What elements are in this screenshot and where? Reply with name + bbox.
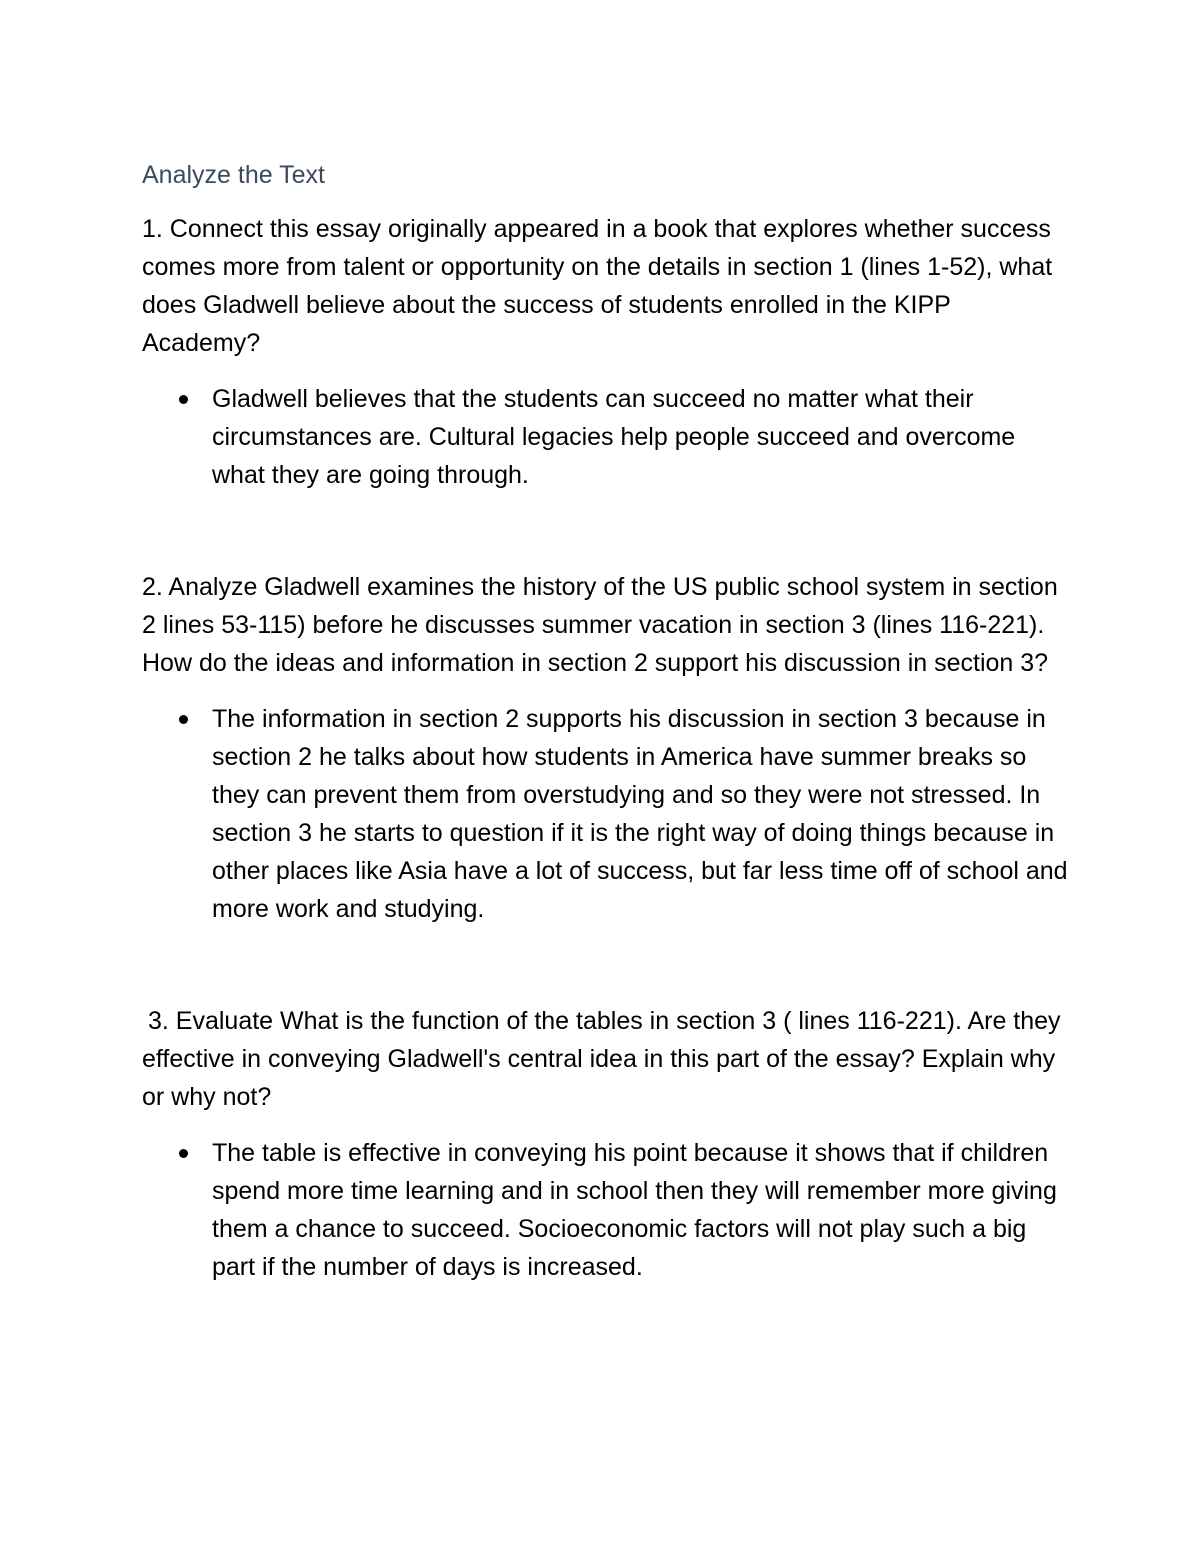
- question-1: 1. Connect this essay originally appeared in a book that explores whether success comes more from talent or opportunity on the details in section 1 (lines 1-52), what does Gladwell believe about the success of students enrolled in the KIPP Academy?: [142, 215, 1053, 357]
- question-3: 3. Evaluate What is the function of the tables in section 3 ( lines 116-221). Are they effective in conveying Gladwell's central idea in this part of the essay? Explain why or why not?: [142, 1007, 1061, 1111]
- question-2: 2. Analyze Gladwell examines the history of the US public school system in section 2 lines 53-115) before he discusses summer vacation in section 3 (lines 116-221). How do the ideas and information in section 2 support his discussion in section 3?: [142, 573, 1058, 677]
- answer-3-text: The table is effective in conveying his point because it shows that if children spend more time learning and in school then they will remember more giving them a chance to succeed. Socioeconomic factors will not play such a big part if the number of days is increased.: [212, 1139, 1057, 1281]
- question-block-2: [142, 568, 1072, 928]
- answer-1: [212, 380, 1072, 494]
- answer-1-text: Gladwell believes that the students can succeed no matter what their circumstances are. Cultural legacies help people succeed and overcome what they are going through.: [212, 385, 1016, 489]
- bullet-icon: [179, 715, 188, 724]
- answer-3: [212, 1134, 1072, 1286]
- question-block-3: [142, 1002, 1072, 1286]
- answer-2: [212, 700, 1072, 928]
- bullet-icon: [179, 395, 188, 404]
- answer-list-3: [142, 1134, 1072, 1286]
- answer-list-2: [142, 700, 1072, 928]
- answer-2-text: The information in section 2 supports his discussion in section 3 because in section 2 he talks about how students in America have summer breaks so they can prevent them from overstudying and so they were not stressed. In section 3 he starts to question if it is the right way of doing things because in other places like Asia have a lot of success, but far less time off of school and more work and studying.: [212, 705, 1068, 923]
- document-page: [142, 156, 1072, 1286]
- answer-list-1: [142, 380, 1072, 494]
- question-block-1: [142, 210, 1072, 494]
- page-title: Analyze the Text: [142, 161, 325, 189]
- bullet-icon: [179, 1149, 188, 1158]
